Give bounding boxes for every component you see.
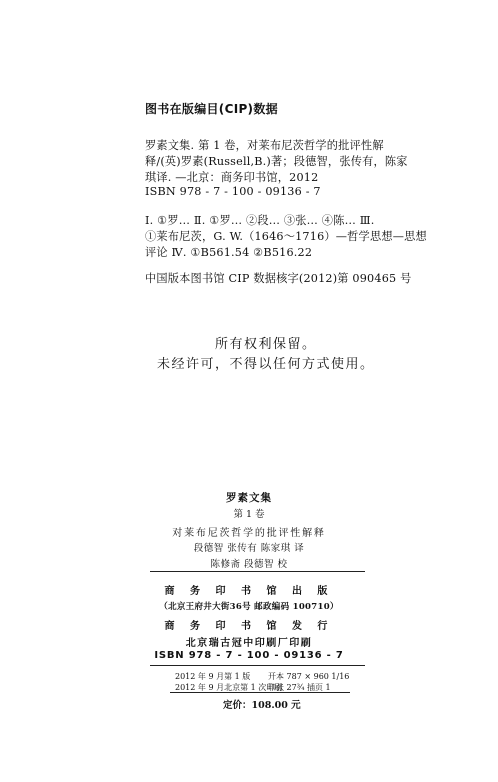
colophon-isbn: ISBN 978 - 7 - 100 - 09136 - 7	[154, 650, 344, 661]
translators: 段德智 张传有 陈家琪 译	[193, 543, 305, 554]
divider	[170, 692, 350, 693]
book-title: 对莱布尼茨哲学的批评性解释	[172, 528, 326, 539]
rights-line-2: 未经许可，不得以任何方式使用。	[157, 357, 375, 372]
publisher-address: （北京王府井大街36号 邮政编码 100710）	[159, 602, 339, 612]
cip-classification-line: Ⅰ. ①罗… Ⅱ. ①罗… ②段… ③张… ④陈… Ⅲ.	[145, 214, 375, 227]
cip-number: 中国版本图书馆 CIP 数据核字(2012)第 090465 号	[145, 272, 412, 285]
rights-line-1: 所有权利保留。	[215, 337, 317, 352]
reviewers: 陈修斋 段德智 校	[210, 559, 288, 570]
divider	[150, 571, 365, 572]
printer: 北京瑞古冠中印刷厂印刷	[185, 638, 313, 649]
cip-isbn: ISBN 978 - 7 - 100 - 09136 - 7	[145, 185, 321, 198]
cip-classification-line: ①莱布尼茨，G. W.（1646～1716）—哲学思想—思想	[145, 230, 427, 243]
edition-info: 2012 年 9 月第 1 版	[175, 672, 251, 681]
publisher: 商 务 印 书 馆 出 版	[164, 586, 334, 597]
format-info: 开本 787 × 960 1/16	[268, 672, 350, 681]
distributor: 商 务 印 书 馆 发 行	[164, 621, 334, 632]
divider	[150, 665, 365, 666]
series-title: 罗素文集	[226, 492, 272, 504]
printing-info: 2012 年 9 月北京第 1 次印刷	[175, 683, 283, 692]
cip-line: 释/(英)罗素(Russell,B.)著；段德智，张传有，陈家	[145, 155, 408, 168]
cip-line: 琪译. —北京：商务印书馆，2012	[145, 171, 319, 184]
sheets-info: 印张 27¾ 插页 1	[268, 683, 331, 692]
volume-label: 第 1 卷	[233, 509, 265, 520]
cip-line: 罗素文集. 第 1 卷，对莱布尼茨哲学的批评性解	[145, 139, 384, 152]
price: 定价：108.00 元	[223, 700, 301, 711]
cip-heading: 图书在版编目(CIP)数据	[145, 102, 278, 116]
cip-classification-line: 评论 Ⅳ. ①B561.54 ②B516.22	[145, 246, 313, 259]
